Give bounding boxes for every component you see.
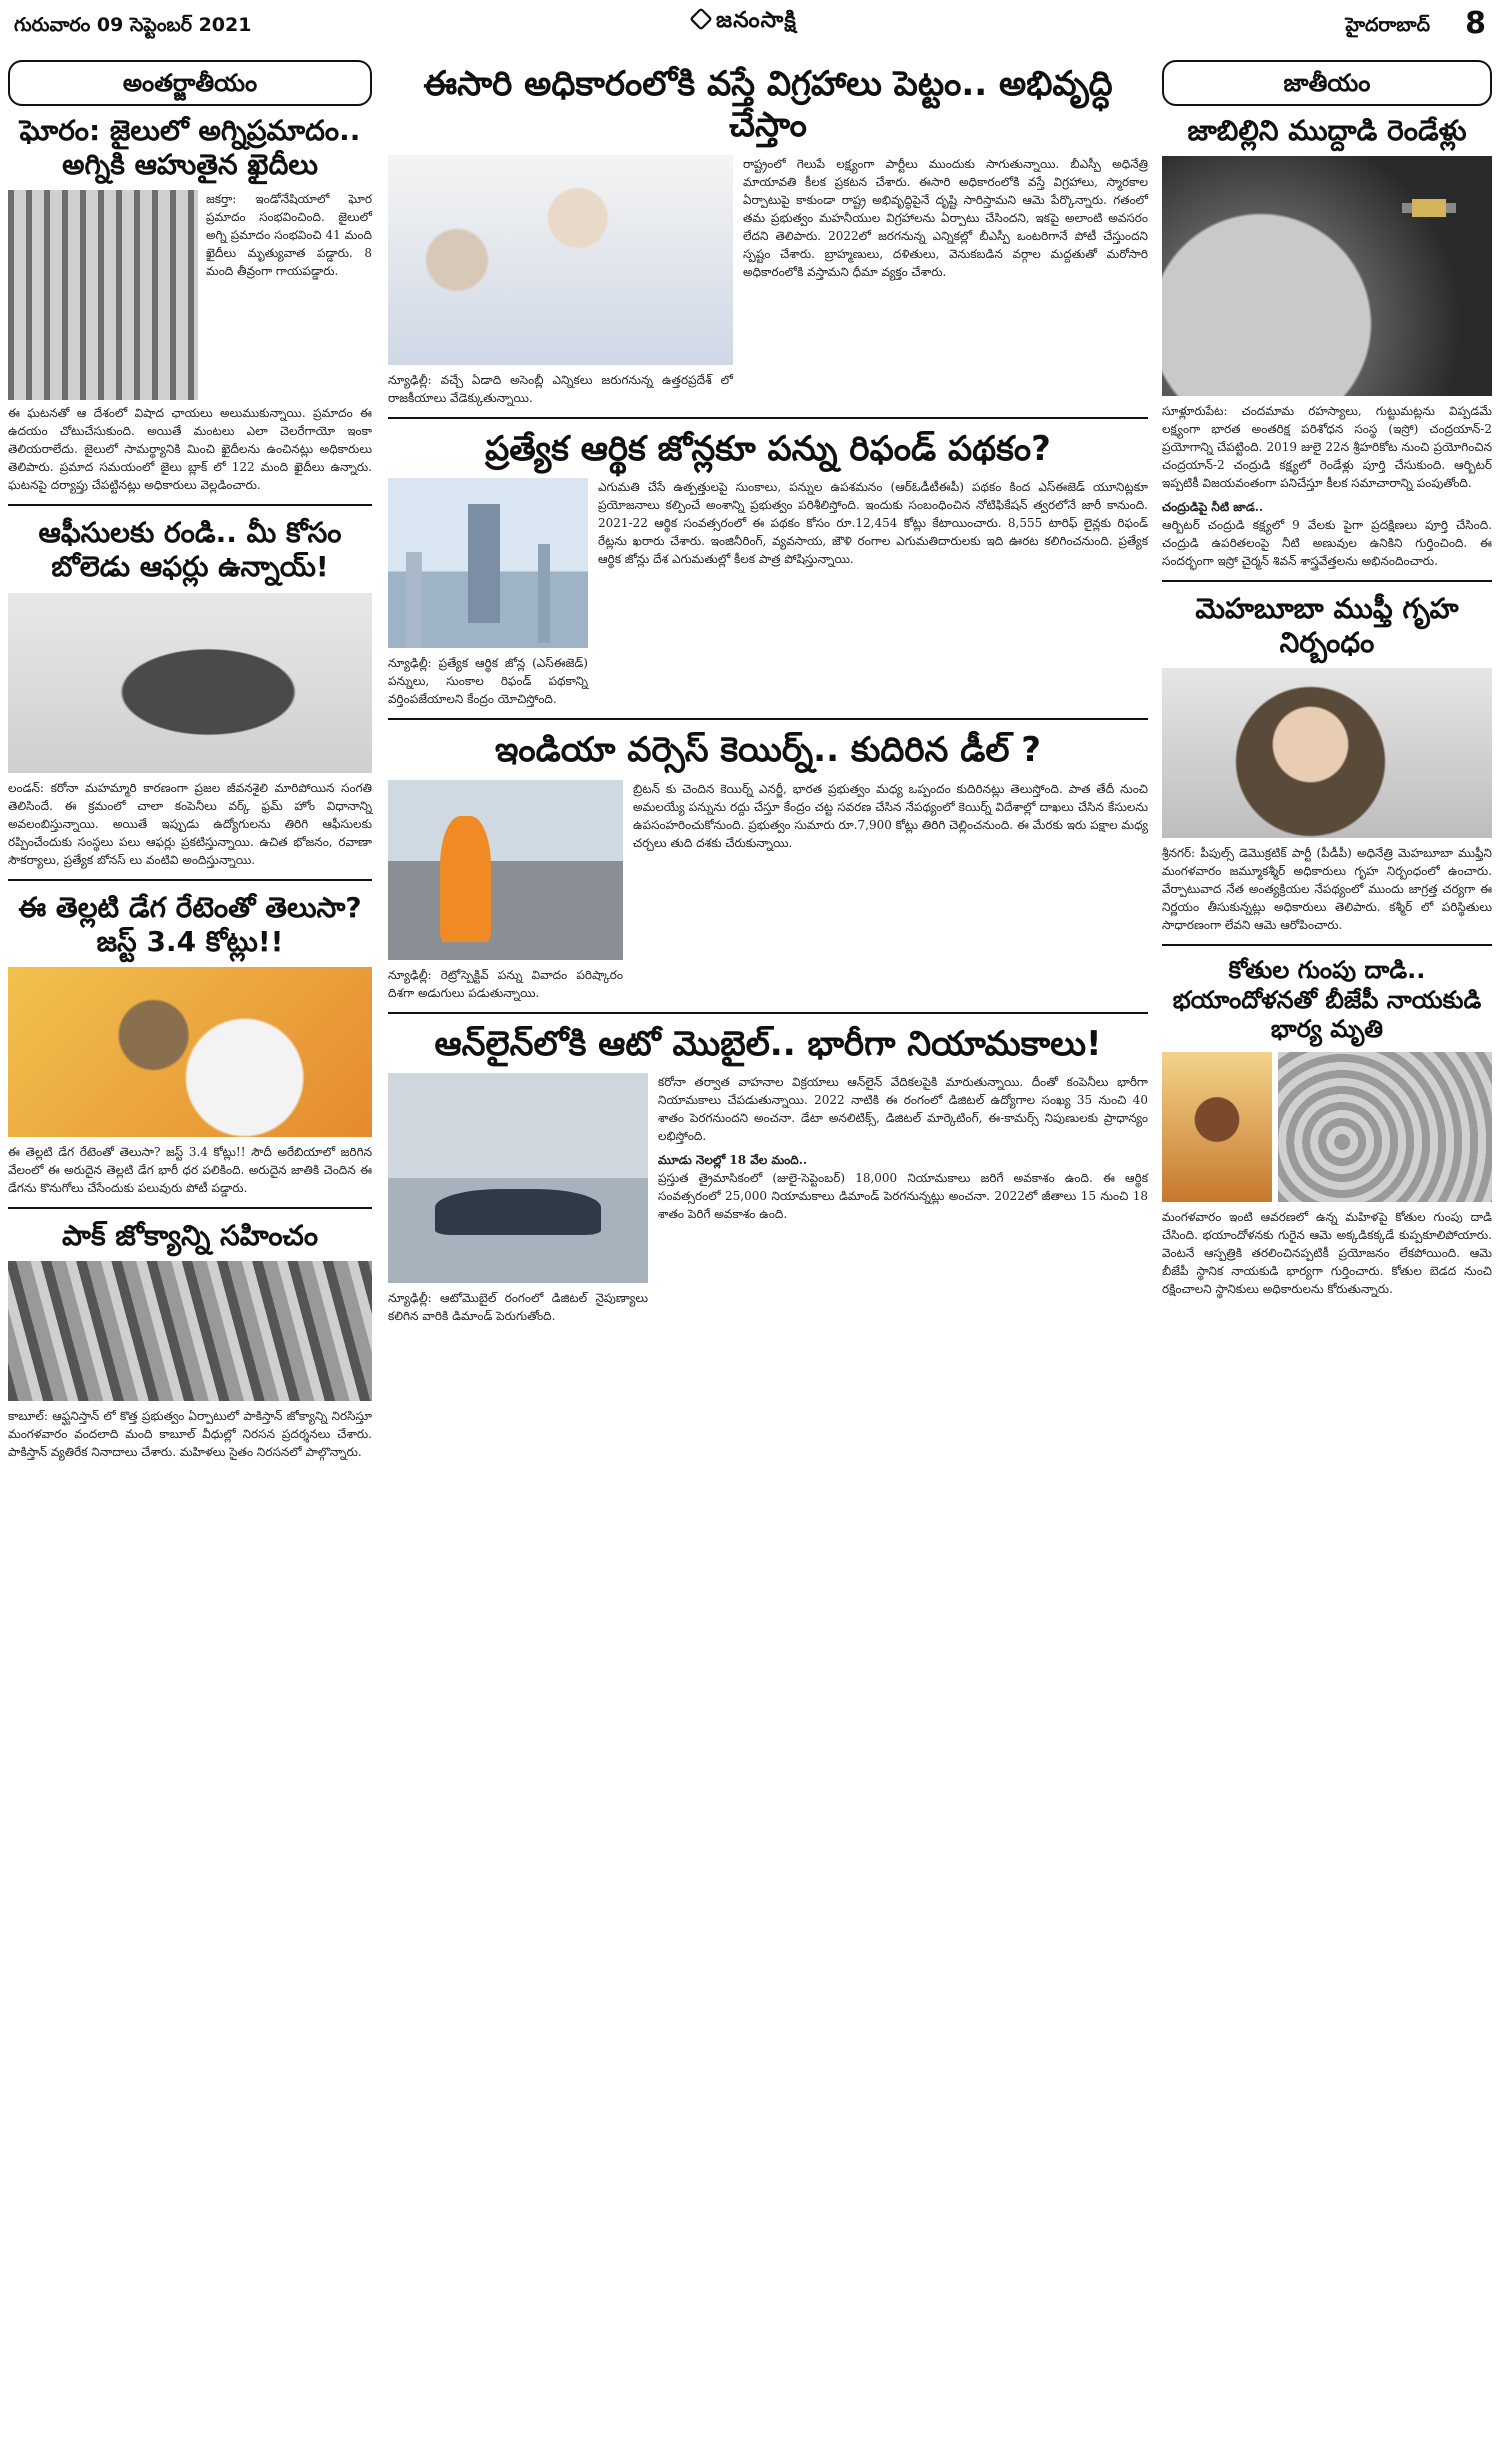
page-number: 8 (1465, 6, 1486, 41)
pak-interference-headline: పాక్ జోక్యాన్ని సహించం (61, 1218, 319, 1252)
auto-hiring-caption: న్యూఢిల్లీ: ఆటోమొబైల్ రంగంలో డిజిటల్ నైపుణ్యాలు కలిగిన వారికి డిమాండ్ పెరుగుతోంది. (388, 1291, 648, 1324)
falcon-headline: ఈ తెల్లటి డేగ రేటెంతో తెలుసా? జస్ట్ 3.4 కోట్లు!! (18, 890, 362, 958)
mayawati-caption: న్యూఢిల్లీ: వచ్చే ఏడాది అసెంబ్లీ ఎన్నికలు జరుగనున్న ఉత్తరప్రదేశ్ లో రాజకీయాలు వేడెక్కుతున్నాయి. (388, 372, 733, 405)
newspaper-logo (690, 8, 797, 38)
divider (1162, 580, 1492, 582)
mehbooba-photo (1162, 668, 1492, 838)
mehbooba-body: శ్రీనగర్: పీపుల్స్ డెమొక్రటిక్ పార్టీ (పీడీపీ) అధినేత్రి మెహబూబా ముఫ్తీని మంగళవారం జమ్మూకశ్మీర్ అధికారులు గృహ నిర్బంధంలో ఉంచారు. వేర్పాటువాద నేత అంత్యక్రియల నేపథ్యంలో ముందు జాగ్రత్త చర్యగా ఈ నిర్ణయం తీసుకున్నట్లు అధికారులు తెలిపారు. కశ్మీర్ లో పరిస్థితులు సాధారణంగా లేవని ఆమె ఆరోపించారు. (1162, 846, 1492, 933)
divider (8, 1207, 372, 1209)
office-offers-headline: ఆఫీసులకు రండి.. మీ కోసం బోలెడు ఆఫర్లు ఉన్నాయ్! (38, 516, 342, 584)
mayawati-photo (388, 155, 733, 365)
auto-hiring-body: కరోనా తర్వాత వాహనాల విక్రయాలు ఆన్‌లైన్ వేదికలపైకి మారుతున్నాయి. దీంతో కంపెనీలు భారీగా నియామకాలు చేపడుతున్నాయి. 2022 నాటికి ఈ రంగంలో డిజిటల్ ఉద్యోగాల సంఖ్య 35 నుంచి 40 శాతం పెరగనుందని అంచనా. డేటా అనలిటిక్స్, డిజిటల్ మార్కెటింగ్, ఈ-కామర్స్ నిపుణులకు ప్రాధాన్యం లభిస్తోంది. (658, 1075, 1148, 1144)
sez-refund-body: ఎగుమతి చేసే ఉత్పత్తులపై సుంకాలు, పన్నుల ఉపశమనం (ఆర్ఓడీటీఈపీ) పథకం కింద ఎస్ఈజెడ్ యూనిట్లకూ ప్రయోజనాలు కల్పించే అంశాన్ని ప్రభుత్వం పరిశీలిస్తోంది. ఇందుకు సంబంధించిన నోటిఫికేషన్ త్వరలోనే జారీ కానుంది. 2021-22 ఆర్థిక సంవత్సరంలో ఈ పథకం కోసం రూ.12,454 కోట్లు కేటాయించారు. 8,555 టారిఫ్ లైన్లకు రిఫండ్ రేట్లను ఖరారు చేశారు. ఇంజినీరింగ్, వ్యవసాయ, జౌళి రంగాల ఎగుమతిదారులకు ఇది ఊరట కలిగించనుంది. ప్రత్యేక ఆర్థిక జోన్లు దేశ ఎగుమతుల్లో కీలక పాత్ర పోషిస్తున్నాయి. (598, 480, 1148, 567)
mayawati-headline: ఈసారి అధికారంలోకి వస్తే విగ్రహాలు పెట్టం.. అభివృద్ధి చేస్తాం (423, 64, 1113, 146)
chandrayaan-body: సూళ్లూరుపేట: చందమామ రహస్యాలు, గుట్టుమట్లను విప్పడమే లక్ష్యంగా భారత అంతరిక్ష పరిశోధన సంస్థ (ఇస్రో) చంద్రయాన్-2 ప్రయోగాన్ని చేపట్టింది. 2019 జులై 22న శ్రీహరికోట నుంచి ప్రయోగించిన చంద్రయాన్-2 చంద్రుడి కక్ష్యలో రెండేళ్లు పూర్తి చేసుకుంది. ఆర్బిటర్ ఇప్పటికీ విజయవంతంగా పనిచేస్తూ కీలక సమాచారాన్ని పంపుతోంది. (1162, 404, 1492, 491)
edition-city: హైదరాబాద్ (1345, 14, 1430, 36)
jail-photo (8, 190, 198, 400)
divider (388, 417, 1148, 419)
auto-hiring-subhead: మూడు నెలల్లో 18 వేల మంది.. (658, 1153, 808, 1168)
office-offers-body: లండన్: కరోనా మహమ్మారి కారణంగా ప్రజల జీవనశైలి మారిపోయిన సంగతి తెలిసిందే. ఈ క్రమంలో చాలా కంపెనీలు వర్క్ ఫ్రమ్ హోం విధానాన్ని అవలంబిస్తున్నాయి. అయితే ఇప్పుడు ఉద్యోగులను తిరిగి ఆఫీసులకు రప్పించేందుకు సంస్థలు పలు ఆఫర్లు ప్రకటిస్తున్నాయి. ఉచిత భోజనం, రవాణా సౌకర్యాలు, ప్రత్యేక బోనస్ లు వంటివి అందిస్తున్నాయి. (8, 780, 372, 867)
car-showroom-photo (388, 1073, 648, 1283)
cairn-deal-caption: న్యూఢిల్లీ: రెట్రోస్పెక్టివ్ పన్ను వివాదం పరిష్కారం దిశగా అడుగులు పడుతున్నాయి. (388, 967, 623, 1000)
mehbooba-headline: మెహబూబా ముఫ్తీ గృహ నిర్బంధం (1195, 592, 1459, 660)
falcon-photo (8, 967, 372, 1137)
jail-fire-headline: ఘోరం: జైలులో అగ్నిప్రమాదం.. అగ్నికి ఆహుతైన ఖైదీలు (19, 114, 361, 182)
moon-orbiter-photo (1162, 156, 1492, 396)
chandrayaan-body-2: ఆర్బిటర్ చంద్రుడి కక్ష్యలో 9 వేలకు పైగా ప్రదక్షిణలు పూర్తి చేసింది. చంద్రుడి ఉపరితలంపై నీటి అణువుల ఉనికిని గుర్తించింది. ఈ సందర్భంగా ఇస్రో చైర్మన్ శివన్ శాస్త్రవేత్తలను అభినందించారు. (1162, 518, 1492, 569)
main-column (388, 58, 1148, 1325)
national-column (1162, 58, 1492, 1298)
divider (388, 1012, 1148, 1014)
falcon-body: ఈ తెల్లటి డేగ రేటెంతో తెలుసా? జస్ట్ 3.4 కోట్లు!! సౌదీ అరేబియాలో జరిగిన వేలంలో ఈ అరుదైన తెల్లటి డేగ భారీ ధర పలికింది. అరుదైన జాతికి చెందిన ఈ డేగను కొనుగోలు చేసేందుకు పలువురు పోటీ పడ్డారు. (8, 1144, 372, 1195)
chandrayaan-subhead: చంద్రుడిపై నీటి జాడ.. (1162, 500, 1264, 515)
sez-refund-caption: న్యూఢిల్లీ: ప్రత్యేక ఆర్థిక జోన్ల (ఎస్ఈజెడ్) పన్నులు, సుంకాల రిఫండ్ పథకాన్ని వర్తింపజేయాలని కేంద్రం యోచిస్తోంది. (388, 656, 588, 707)
issue-date: గురువారం 09 సెప్టెంబర్ 2021 (14, 14, 252, 36)
section-tab-national: జాతీయం (1162, 60, 1492, 106)
cairn-deal-body: బ్రిటన్ కు చెందిన కెయిర్న్ ఎనర్జీ, భారత ప్రభుత్వం మధ్య ఒప్పందం కుదిరినట్లు తెలుస్తోంది. పాత తేదీ నుంచి అమలయ్యే పన్నును రద్దు చేస్తూ కేంద్రం చట్ట సవరణ చేసిన నేపథ్యంలో కెయిర్న్ విదేశాల్లో దాఖలు చేసిన కేసులను ఉపసంహరించుకోనుంది. ప్రభుత్వం సుమారు రూ.7,900 కోట్లు తిరిగి చెల్లించనుంది. ఈ మేరకు ఇరు పక్షాల మధ్య చర్చలు తుది దశకు చేరుకున్నాయి. (633, 781, 1148, 850)
protest-photo (8, 1261, 372, 1401)
logo-mark-icon (689, 7, 712, 30)
office-bag-photo (8, 593, 372, 773)
jail-fire-body: ఈ ఘటనతో ఆ దేశంలో విషాద ఛాయలు అలుముకున్నాయి. ప్రమాదం ఈ ఉదయం చోటుచేసుకుంది. అయితే మంటలు ఎలా చెలరేగాయో ఇంకా తెలియరాలేదు. జైలులో సామర్థ్యానికి మించి ఖైదీలను ఉంచినట్లు అధికారులు తెలిపారు. ప్రమాద సమయంలో జైలు బ్లాక్ లో 122 మంది ఖైదీలు ఉన్నారు. ఘటనపై దర్యాప్తు చేపట్టినట్లు అధికారులు వెల్లడించారు. (8, 406, 372, 493)
sez-buildings-photo (388, 478, 588, 648)
monkey-attack-headline: కోతుల గుంపు దాడి.. భయాందోళనతో బీజేపీ నాయకుడి భార్య మృతి (1172, 956, 1482, 1043)
monkey-attack-body: మంగళవారం ఇంటి ఆవరణలో ఉన్న మహిళపై కోతుల గుంపు దాడి చేసింది. భయాందోళనకు గురైన ఆమె అక్కడికక్కడే కుప్పకూలిపోయారు. వెంటనే ఆస్పత్రికి తరలించినప్పటికీ ప్రయోజనం లేకపోయింది. ఆమె బీజేపీ స్థానిక నాయకుడి భార్యగా గుర్తించారు. కోతుల బెడద నుంచి రక్షించాలని స్థానికులు అధికారులను కోరుతున్నారు. (1162, 1210, 1492, 1297)
auto-hiring-body-2: ప్రస్తుత త్రైమాసికంలో (జులై-సెప్టెంబర్) 18,000 నియామకాలు జరిగే అవకాశం ఉంది. ఈ ఆర్థిక సంవత్సరంలో 25,000 నియామకాలు డిమాండ్ పెరగనున్నట్లు అంచనా. 2022లో జీతాలు 15 నుంచి 18 శాతం పెరిగే అవకాశం ఉంది. (658, 1171, 1148, 1222)
jail-fire-lead: జకర్తా: ఇండోనేషియాలో ఘోర ప్రమాదం సంభవించింది. జైలులో అగ్ని ప్రమాదం సంభవించి 41 మంది ఖైదీలు మృత్యువాత పడ్డారు. 8 మంది తీవ్రంగా గాయపడ్డారు. (206, 192, 372, 279)
oil-worker-photo (388, 780, 623, 960)
divider (388, 718, 1148, 720)
chandrayaan-headline: జాబిల్లిని ముద్దాడి రెండేళ్లు (1187, 114, 1467, 147)
section-tab-international: అంతర్జాతీయం (8, 60, 372, 106)
cairn-deal-headline: ఇండియా వర్సెస్ కెయిర్న్.. కుదిరిన డీల్ ? (494, 730, 1042, 771)
divider (8, 879, 372, 881)
pak-interference-body: కాబూల్: ఆఫ్ఘనిస్తాన్ లో కొత్త ప్రభుత్వం ఏర్పాటులో పాకిస్తాన్ జోక్యాన్ని నిరసిస్తూ మంగళవారం వందలాది మంది కాబూల్ వీధుల్లో నిరసన ప్రదర్శనలు చేశారు. పాకిస్తాన్ వ్యతిరేక నినాదాలు చేశారు. మహిళలు సైతం నిరసనలో పాల్గొన్నారు. (8, 1409, 372, 1460)
monkeys-photo (1278, 1052, 1492, 1202)
masthead (0, 0, 1500, 58)
sez-refund-headline: ప్రత్యేక ఆర్థిక జోన్లకూ పన్ను రిఫండ్ పథకం? (485, 428, 1051, 469)
victim-photo (1162, 1052, 1272, 1202)
mayawati-body: రాష్ట్రంలో గెలుపే లక్ష్యంగా పార్టీలు ముందుకు సాగుతున్నాయి. బీఎస్పీ అధినేత్రి మాయావతి కీలక ప్రకటన చేశారు. ఈసారి అధికారంలోకి వస్తే విగ్రహాలు, స్మారకాల ఏర్పాటుపై కాకుండా రాష్ట్ర అభివృద్ధిపైనే దృష్టి సారిస్తామని ఆమె పేర్కొన్నారు. గతంలో తమ ప్రభుత్వం మహనీయుల విగ్రహాలను ఏర్పాటు చేసిందని, ఇకపై అలాంటి అవసరం లేదని తెలిపారు. 2022లో జరగనున్న ఎన్నికల్లో బీఎస్పీ ఒంటరిగానే పోటీ చేస్తుందని స్పష్టం చేశారు. బ్రాహ్మణులు, దళితులు, వెనుకబడిన వర్గాల మద్దతుతో మరోసారి అధికారంలోకి వస్తామని ధీమా వ్యక్తం చేశారు. (743, 156, 1148, 279)
auto-hiring-headline: ఆన్‌లైన్‌లోకి ఆటో మొబైల్.. భారీగా నియామకాలు! (434, 1023, 1102, 1064)
international-column (8, 58, 372, 1461)
divider (1162, 944, 1492, 946)
newspaper-name: జనంసాక్షి (716, 8, 797, 33)
divider (8, 504, 372, 506)
